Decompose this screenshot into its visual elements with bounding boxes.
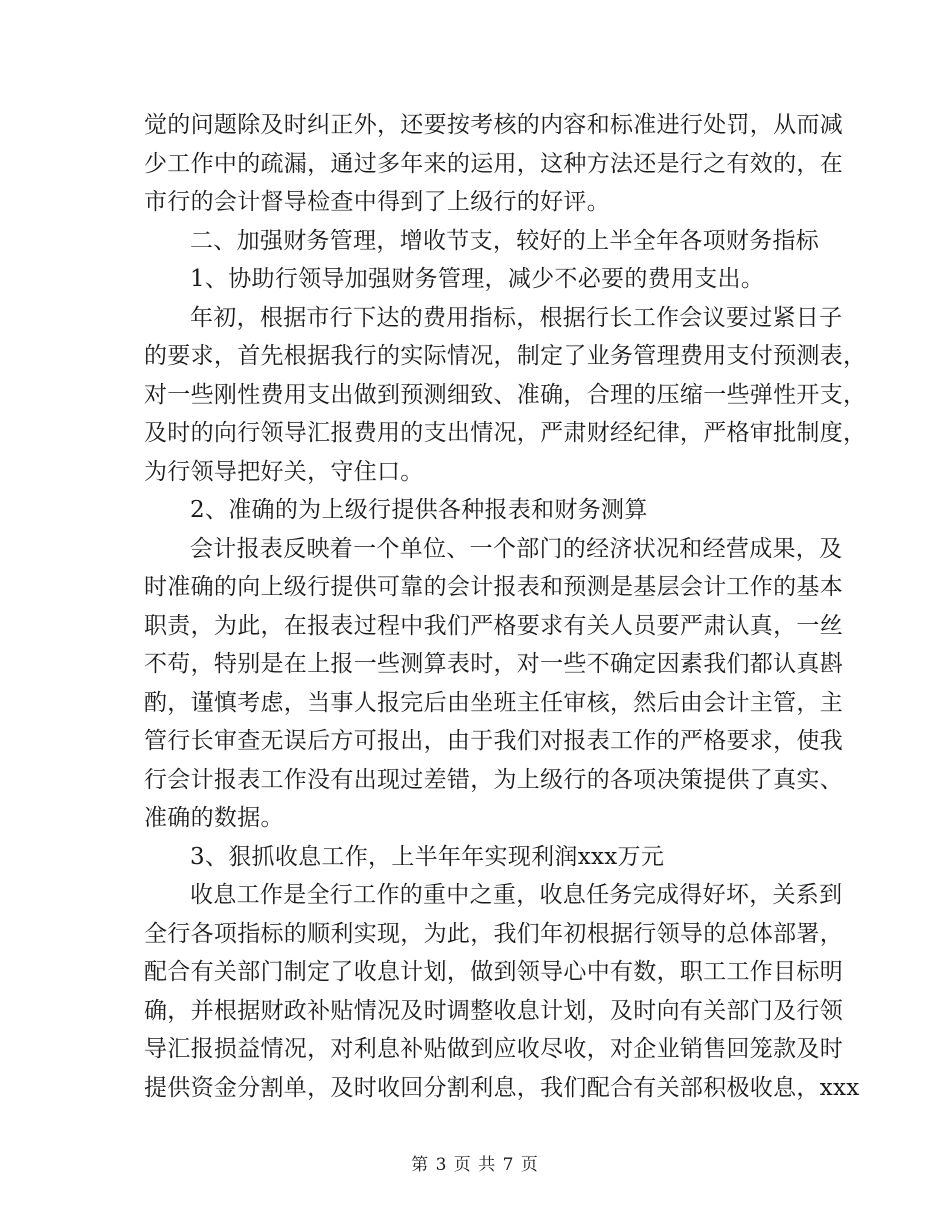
text-line: 收息工作是全行工作的重中之重，收息任务完成得好坏，关系到	[190, 882, 843, 908]
section-heading: 二、加强财务管理，增收节支，较好的上半全年各项财务指标	[190, 228, 820, 254]
text-line: 配合有关部门制定了收息计划，做到领导心中有数，职工工作目标明	[144, 959, 843, 985]
text-line: 确，并根据财政补贴情况及时调整收息计划，及时向有关部门及行领	[144, 998, 843, 1024]
text-line: 不苟，特别是在上报一些测算表时，对一些不确定因素我们都认真斟	[144, 651, 843, 677]
page-number: 第 3 页 共 7 页	[411, 1155, 539, 1175]
text-line: 酌，谨慎考虑，当事人报完后由坐班主任审核，然后由会计主管，主	[144, 690, 843, 716]
text-line: 全行各项指标的顺利实现，为此，我们年初根据行领导的总体部署，	[144, 921, 843, 947]
text-line: 年初，根据市行下达的费用指标，根据行长工作会议要过紧日子	[190, 305, 843, 331]
text-line: 市行的会计督导检查中得到了上级行的好评。	[144, 189, 610, 215]
subsection-heading: 3、狠抓收息工作，上半年年实现利润xxx万元	[190, 844, 665, 870]
text-line: 会计报表反映着一个单位、一个部门的经济状况和经营成果，及	[190, 536, 843, 562]
text-line: 行会计报表工作没有出现过差错，为上级行的各项决策提供了真实、	[144, 767, 843, 793]
text-line: 导汇报损益情况，对利息补贴做到应收尽收，对企业销售回笼款及时	[144, 1036, 843, 1062]
text-line: 少工作中的疏漏，通过多年来的运用，这种方法还是行之有效的，在	[144, 151, 843, 177]
text-line: 时准确的向上级行提供可靠的会计报表和预测是基层会计工作的基本	[144, 574, 843, 600]
text-line: 对一些刚性费用支出做到预测细致、准确，合理的压缩一些弹性开支，	[144, 382, 867, 408]
text-line: 为行领导把好关，守住口。	[144, 459, 424, 485]
text-line: 觉的问题除及时纠正外，还要按考核的内容和标准进行处罚，从而减	[144, 112, 843, 138]
subsection-heading: 2、准确的为上级行提供各种报表和财务测算	[190, 497, 648, 523]
text-line: 准确的数据。	[144, 805, 284, 831]
text-line: 的要求，首先根据我行的实际情况，制定了业务管理费用支付预测表，	[144, 343, 867, 369]
text-line: 及时的向行领导汇报费用的支出情况，严肃财经纪律，严格审批制度，	[144, 420, 867, 446]
subsection-heading: 1、协助行领导加强财务管理，减少不必要的费用支出。	[190, 266, 765, 292]
text-line: 职责，为此，在报表过程中我们严格要求有关人员要严肃认真，一丝	[144, 613, 843, 639]
text-line: 提供资金分割单，及时收回分割利息，我们配合有关部积极收息，xxx	[144, 1075, 860, 1101]
text-line: 管行长审查无误后方可报出，由于我们对报表工作的严格要求，使我	[144, 728, 843, 754]
